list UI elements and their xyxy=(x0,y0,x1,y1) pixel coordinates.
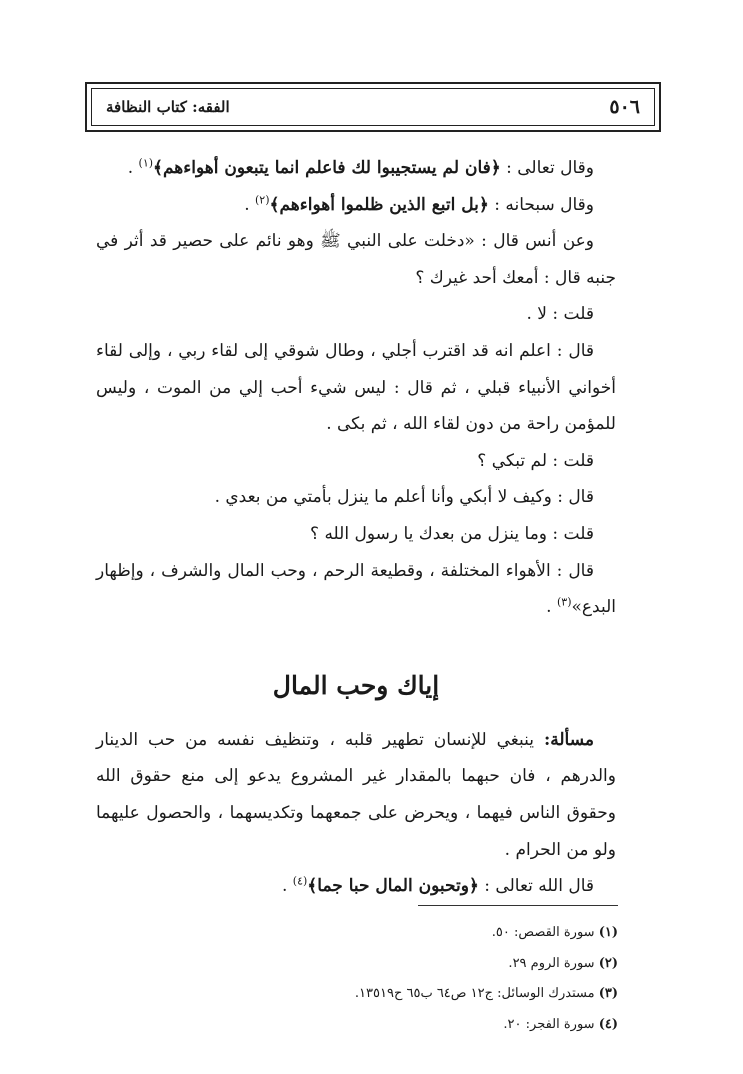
quran-verse: ﴿فان لم يستجيبوا لك فاعلم انما يتبعون أهواءهم﴾ xyxy=(153,158,501,178)
paragraph: قلت : لم تبكي ؟ xyxy=(477,450,594,471)
running-header-inner xyxy=(91,88,655,126)
paragraph xyxy=(96,553,616,626)
footnote xyxy=(300,918,618,949)
footnote-ref: (١) xyxy=(138,156,154,170)
paragraph: قلت : وما ينزل من بعدك يا رسول الله ؟ xyxy=(310,523,594,544)
paragraph: قال : اعلم انه قد اقترب أجلي ، وطال شوقي إلى لقاء ربي ، وإلى لقاء أخواني الأنبياء قبلي ، ثم قال : ليس شيء أحب إلي من الموت ، وليس للمؤمن راحة من دون لقاء الله ، ثم بكى . xyxy=(96,340,616,435)
paragraph xyxy=(96,187,616,224)
footnote-ref: (٤) xyxy=(292,874,308,888)
text: قال الله تعالى : xyxy=(478,876,594,897)
footnote-number: (٣) xyxy=(598,986,618,1001)
quran-verse: ﴿بل اتبع الذين ظلموا أهواءهم﴾ xyxy=(269,194,489,215)
section-heading: إياك وحب المال xyxy=(272,670,440,700)
paragraph xyxy=(96,722,616,868)
running-title: الفقه: كتاب النظافة xyxy=(106,98,230,116)
footnote-separator xyxy=(418,905,618,906)
footnotes xyxy=(300,918,618,1040)
footnote xyxy=(300,949,618,980)
text: . xyxy=(281,876,293,897)
footnote-ref: (٢) xyxy=(255,192,270,206)
footnote-number: (٢) xyxy=(598,955,618,971)
paragraph: وعن أنس قال : «دخلت على النبي ﷺ وهو نائم على حصير قد أثر في جنبه قال : أمعك أحد غيرك ؟ xyxy=(96,231,616,288)
text: . xyxy=(546,597,557,618)
footnote-number: (١) xyxy=(598,925,618,940)
quran-verse: ﴿وتحبون المال حبا جما﴾ xyxy=(307,876,479,897)
issue-label: مسألة: xyxy=(543,729,594,750)
text: قال : الأهواء المختلفة ، وقطيعة الرحم ، وحب المال والشرف ، وإظهار البدع» xyxy=(96,560,616,618)
paragraph: قال : وكيف لا أبكي وأنا أعلم ما ينزل بأمتي من بعدي . xyxy=(214,487,594,508)
page-number: ٥٠٦ xyxy=(609,96,640,118)
footnote-text: سورة القصص: ٥٠. xyxy=(491,925,599,940)
footnote xyxy=(300,979,618,1010)
paragraph: قلت : لا . xyxy=(526,304,594,325)
footnote-ref: (٣) xyxy=(556,595,572,609)
main-text xyxy=(96,150,616,905)
text: وقال تعالى : xyxy=(500,158,594,178)
paragraph xyxy=(96,868,616,905)
text: وقال سبحانه : xyxy=(488,194,594,215)
footnote-text: سورة الفجر: ٢٠. xyxy=(503,1016,599,1032)
footnote-text: سورة الروم ٢٩. xyxy=(508,955,599,971)
text: . xyxy=(244,194,255,215)
footnote-text: مستدرك الوسائل: ج١٢ ص٦٤ ب٦٥ ح١٣٥١٩. xyxy=(354,986,599,1001)
text: ينبغي للإنسان تطهير قلبه ، وتنظيف نفسه من حب الدينار والدرهم ، فان حبهما بالمقدار غير المشروع يدعو إلى منع حقوق الله وحقوق الناس فيهما ، ويحرض على جمعهما وتكديسهما ، والحصول عليهما ولو من الحرام . xyxy=(96,729,616,860)
paragraph xyxy=(96,150,616,187)
text: . xyxy=(127,158,139,178)
footnote xyxy=(300,1010,618,1041)
running-header xyxy=(85,82,661,132)
footnote-number: (٤) xyxy=(598,1016,618,1032)
